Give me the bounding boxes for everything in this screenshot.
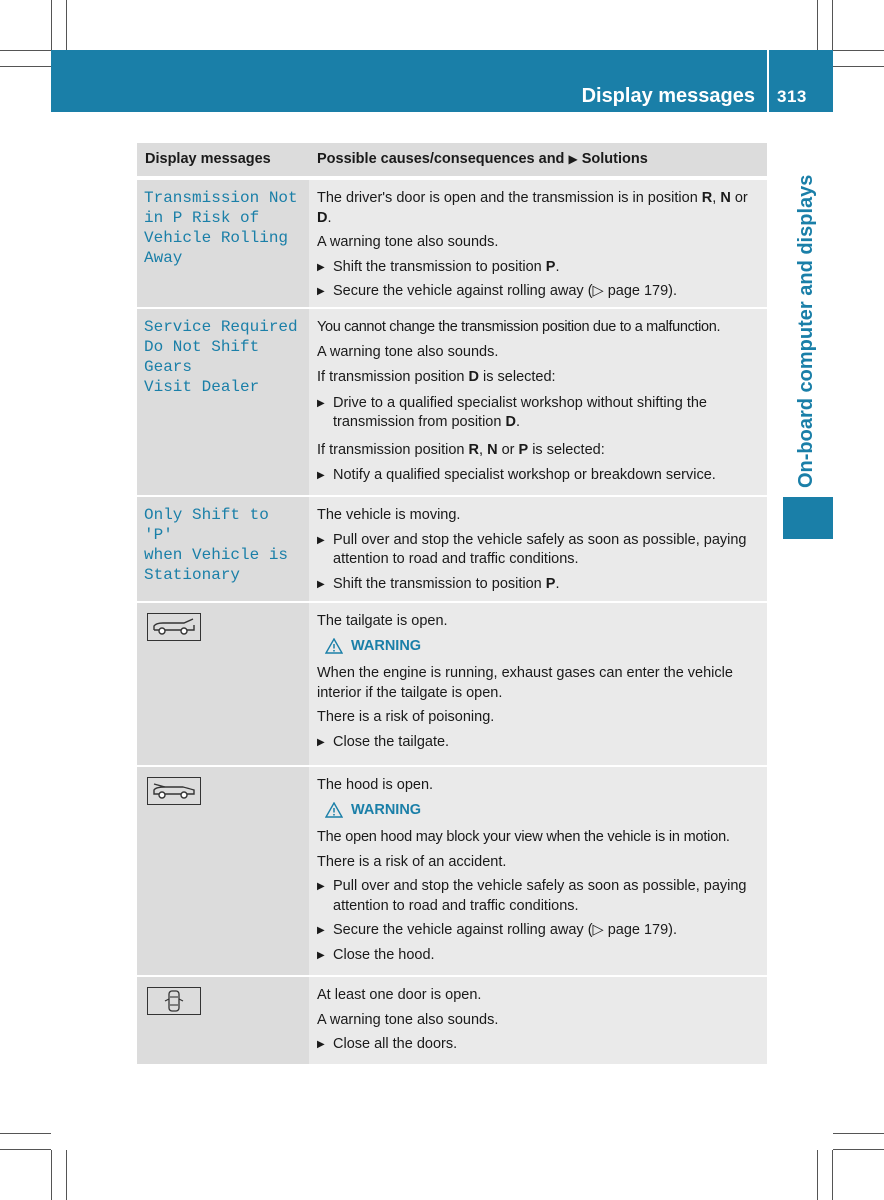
cause-text: A warning tone also sounds. (317, 343, 499, 360)
solution-arrow-icon: ▶ (317, 1039, 325, 1050)
page-number-box (769, 50, 833, 112)
column-header-messages: Display messages (145, 151, 271, 167)
chapter-side-tab (783, 140, 833, 490)
table-row (137, 765, 767, 975)
crop-mark (833, 1149, 884, 1150)
crop-mark (0, 1133, 51, 1134)
warning-heading: WARNING (325, 637, 761, 657)
warning-triangle-icon (325, 802, 343, 818)
solution-step: ▶ Pull over and stop the vehicle safely as soon as possible, paying attention to road and traffic conditions. (317, 877, 761, 916)
table-row (137, 178, 767, 307)
cause-text: The tailgate is open. (317, 613, 448, 629)
warning-text: When the engine is running, exhaust gases can enter the vehicle interior if the tailgate is open. (317, 665, 733, 701)
chapter-title: On-board computer and displays (795, 174, 817, 488)
door-open-icon (147, 987, 201, 1015)
page-reference: Secure the vehicle against rolling away (▷ page 179). (333, 922, 678, 938)
solution-arrow-icon: ▶ (568, 152, 578, 166)
crop-mark (66, 1150, 67, 1200)
solution-arrow-icon: ▶ (317, 470, 325, 481)
solution-step: ▶ Notify a qualified specialist workshop or breakdown service. (317, 466, 761, 486)
warning-heading: WARNING (325, 801, 761, 821)
display-message-text: Transmission Not in P Risk of Vehicle Rolling Away (144, 189, 298, 267)
solution-step: ▶ Close all the doors. (317, 1035, 761, 1055)
header-bar (51, 50, 767, 112)
crop-mark (832, 0, 833, 50)
crop-mark (833, 1133, 884, 1134)
table-row (137, 975, 767, 1064)
crop-mark (817, 0, 818, 50)
cause-text: The driver's door is open and the transmission is in position R, N or D. (317, 190, 748, 226)
cause-text: The vehicle is moving. (317, 507, 461, 523)
display-message-text: Service Required Do Not Shift Gears Visit Dealer (144, 318, 298, 396)
crop-mark (832, 1150, 833, 1200)
display-message-text: Only Shift to 'P' when Vehicle is Stationary (144, 506, 289, 584)
table-row (137, 601, 767, 765)
crop-mark (51, 1150, 52, 1200)
page-number: 313 (777, 87, 807, 106)
table-header (137, 143, 767, 178)
solution-step: ▶ Drive to a qualified specialist workshop without shifting the transmission from position D. (317, 394, 761, 433)
display-messages-table (137, 143, 767, 1064)
cause-text: The hood is open. (317, 777, 434, 793)
table-row (137, 307, 767, 495)
warning-text: There is a risk of poisoning. (317, 709, 495, 725)
solution-arrow-icon: ▶ (317, 534, 325, 546)
cause-text: A warning tone also sounds. (317, 1011, 499, 1028)
solution-arrow-icon: ▶ (317, 925, 325, 936)
chapter-marker (783, 497, 833, 539)
solution-step: ▶ Close the tailgate. (317, 733, 761, 753)
crop-mark (817, 1150, 818, 1200)
crop-mark (51, 0, 52, 50)
condition-text: If transmission position D is selected: (317, 369, 556, 385)
solution-arrow-icon: ▶ (317, 736, 325, 748)
crop-mark (833, 50, 884, 51)
solution-step (317, 921, 761, 941)
page-reference: Secure the vehicle against rolling away (▷ page 179). (333, 283, 678, 299)
tailgate-open-icon (147, 613, 201, 641)
crop-mark (0, 1149, 51, 1150)
solution-arrow-icon: ▶ (317, 397, 325, 409)
page-title: Display messages (581, 85, 755, 107)
solution-arrow-icon: ▶ (317, 286, 325, 297)
solution-arrow-icon: ▶ (317, 881, 325, 892)
solution-step: ▶ Close the hood. (317, 946, 761, 966)
crop-mark (0, 50, 51, 51)
warning-text: The open hood may block your view when the vehicle is in motion. (317, 829, 730, 845)
solution-step: ▶ Shift the transmission to position P. (317, 575, 761, 595)
warning-text: There is a risk of an accident. (317, 853, 507, 870)
solution-step: ▶ Pull over and stop the vehicle safely as soon as possible, paying attention to road and traffic conditions. (317, 531, 761, 570)
solution-step: ▶ Shift the transmission to position P. (317, 258, 761, 278)
cause-text: You cannot change the transmission position due to a malfunction. (317, 319, 721, 335)
column-header-causes: Possible causes/consequences and ▶ Solutions (317, 151, 648, 167)
solution-arrow-icon: ▶ (317, 949, 325, 961)
crop-mark (833, 66, 884, 67)
solution-arrow-icon: ▶ (317, 578, 325, 590)
cause-text: At least one door is open. (317, 987, 482, 1003)
hood-open-icon (147, 777, 201, 805)
table-row (137, 495, 767, 601)
warning-triangle-icon (325, 638, 343, 654)
solution-step (317, 282, 761, 302)
condition-text: If transmission position R, N or P is selected: (317, 441, 605, 458)
solution-arrow-icon: ▶ (317, 261, 325, 273)
crop-mark (66, 0, 67, 50)
crop-mark (0, 66, 51, 67)
cause-text: A warning tone also sounds. (317, 234, 499, 250)
